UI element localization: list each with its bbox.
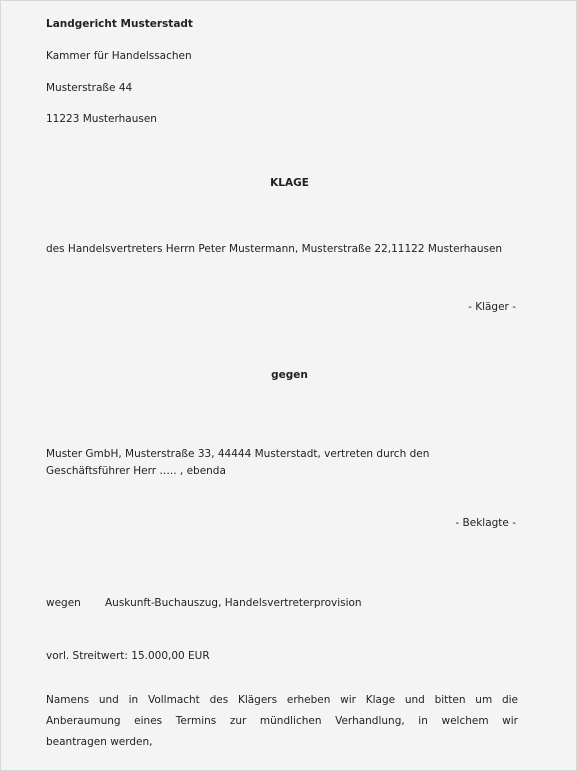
court-city: 11223 Musterhausen [46,113,157,125]
court-name: Landgericht Musterstadt [46,18,193,30]
body-paragraph [46,690,518,753]
court-chamber: Kammer für Handelssachen [46,50,192,62]
body-line-2: Anberaumung eines Termins zur mündlichen Verhandlung, in welchem wir [46,715,518,727]
versus-heading: gegen [271,369,308,381]
dispute-value: vorl. Streitwert: 15.000,00 EUR [46,650,210,662]
body-line-1: Namens und in Vollmacht des Klägers erheben wir Klage und bitten um die [46,694,518,706]
court-street: Musterstraße 44 [46,82,133,94]
defendant-line-1: Muster GmbH, Musterstraße 33, 44444 Musterstadt, vertreten durch den [46,448,430,460]
body-line-3: beantragen werden, [46,736,153,748]
plaintiff-line: des Handelsvertreters Herrn Peter Mustermann, Musterstraße 22,11122 Musterhausen [46,243,503,255]
defendant-line-2: Geschäftsführer Herr ….. , ebenda [46,465,226,477]
subject-label: wegen [46,597,81,609]
subject-value: Auskunft-Buchauszug, Handelsvertreterprovision [105,597,362,609]
defendant-role: - Beklagte - [455,517,516,529]
document-title: KLAGE [270,177,309,189]
subject-line [46,596,362,610]
plaintiff-role: - Kläger - [468,301,516,313]
